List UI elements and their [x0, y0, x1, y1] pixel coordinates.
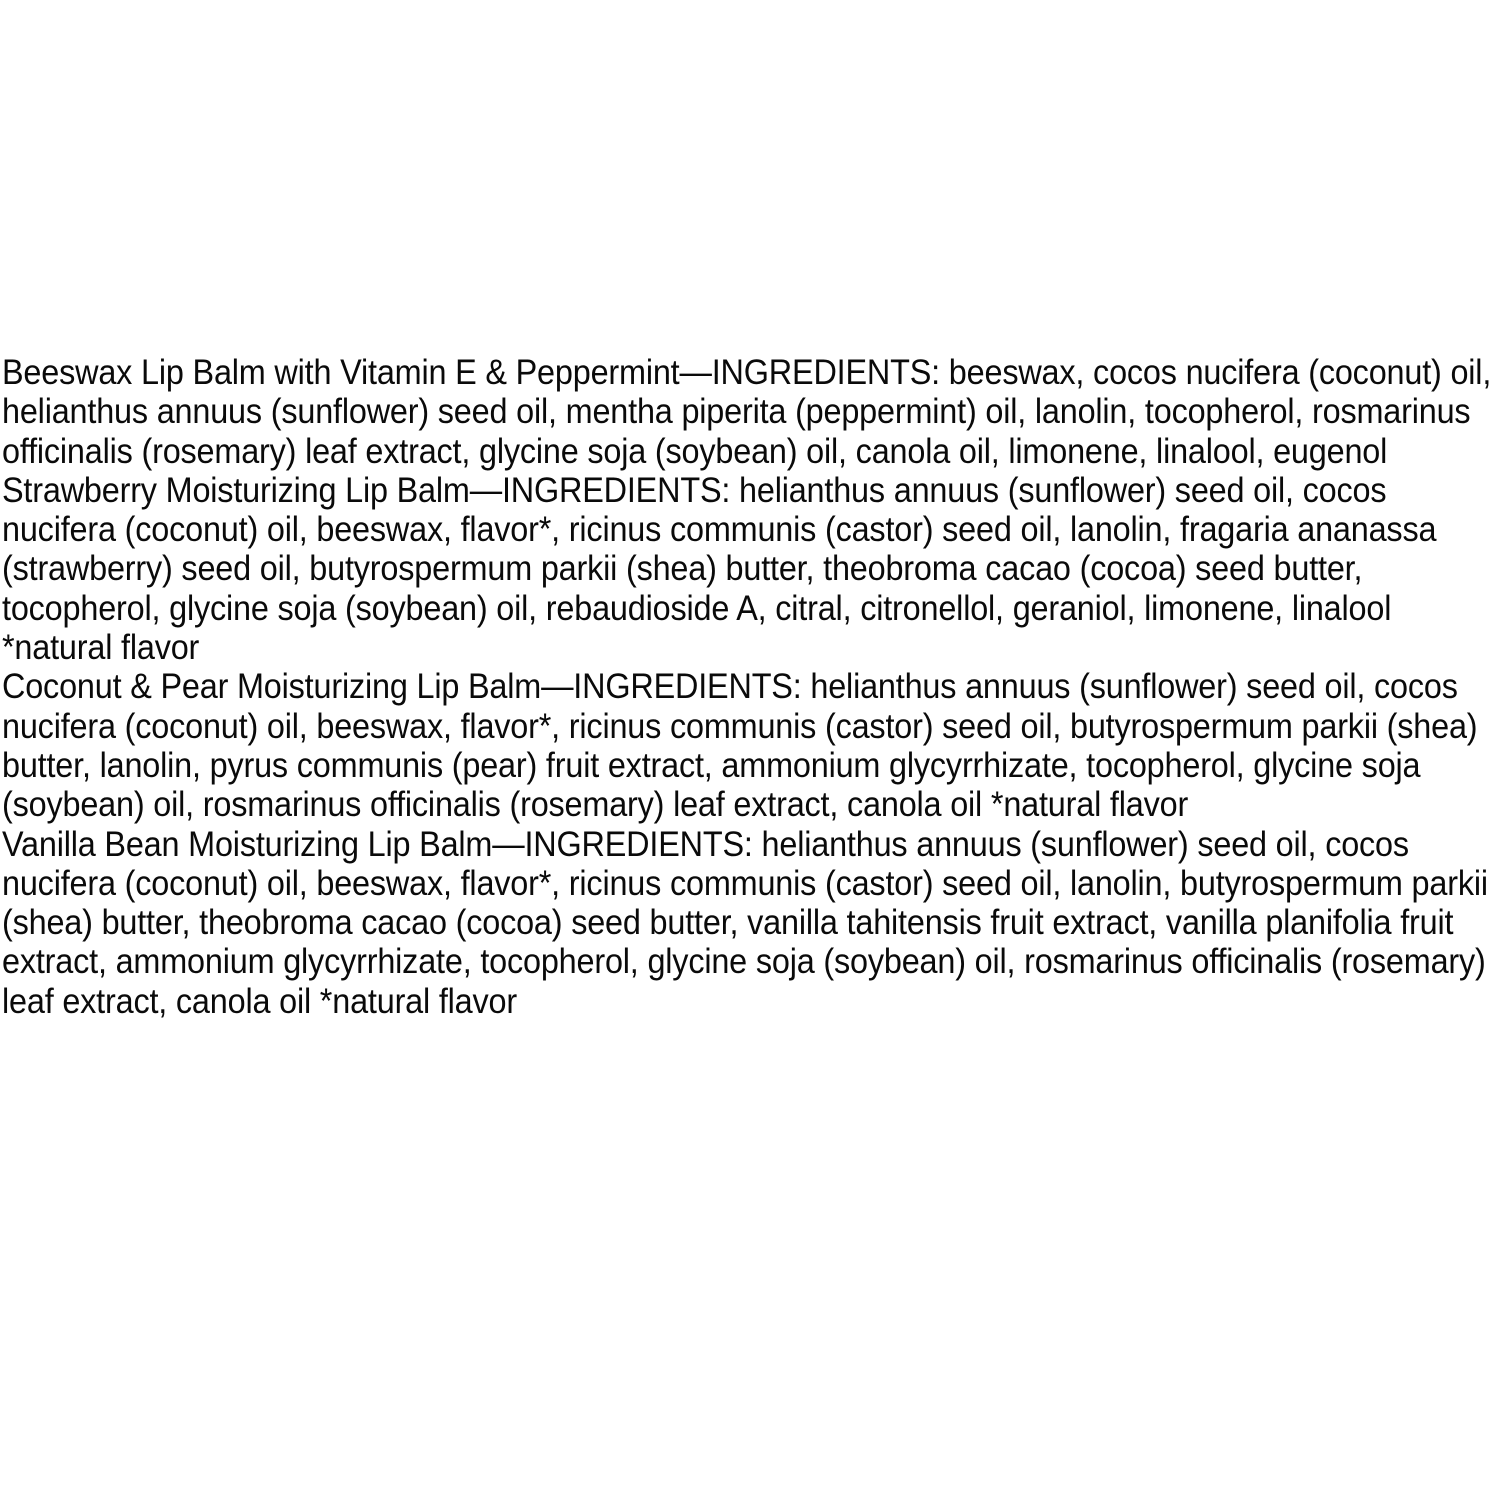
ingredients-list: beeswax, cocos nucifera (coconut) oil, helianthus annuus (sunflower) seed oil, mentha piperita (peppermint) oil, lanolin, tocopherol, rosmarinus officinalis (rosemary) leaf extract, glycine soja (soybean) oil, canola oil, limonene, linalool, eugenol [2, 353, 1492, 471]
ingredients-heading: —INGREDIENTS: [469, 470, 740, 510]
ingredients-list: helianthus annuus (sunflower) seed oil, cocos nucifera (coconut) oil, beeswax, flavor*, ricinus communis (castor) seed oil, lanolin, butyrospermum parkii (shea) butter, theobroma cacao (cocoa) seed butter, vanilla tahitensis fruit extract, vanilla planifolia fruit extract, ammonium glycyrrhizate, tocopherol, glycine soja (soybean) oil, rosmarinus officinalis (rosemary) leaf extract, canola oil *natural flavor [2, 824, 1488, 1021]
ingredients-heading: —INGREDIENTS: [541, 667, 811, 707]
product-paragraph-vanilla-bean [2, 825, 1500, 1021]
product-paragraph-coconut-pear [2, 667, 1500, 824]
ingredients-list: helianthus annuus (sunflower) seed oil, cocos nucifera (coconut) oil, beeswax, flavor*, ricinus communis (castor) seed oil, butyrospermum parkii (shea) butter, lanolin, pyrus communis (pear) fruit extract, ammonium glycyrrhizate, tocopherol, glycine soja (soybean) oil, rosmarinus officinalis (rosemary) leaf extract, canola oil *natural flavor [2, 667, 1478, 825]
product-paragraph-strawberry [2, 471, 1500, 667]
ingredients-heading: —INGREDIENTS: [492, 824, 762, 864]
product-name: Vanilla Bean Moisturizing Lip Balm [2, 824, 493, 864]
product-paragraph-beeswax [2, 353, 1500, 471]
product-name: Strawberry Moisturizing Lip Balm [2, 470, 470, 510]
ingredients-heading: —INGREDIENTS: [679, 353, 949, 392]
product-name: Coconut & Pear Moisturizing Lip Balm [2, 667, 542, 707]
ingredients-text [2, 353, 1500, 1021]
product-name: Beeswax Lip Balm with Vitamin E & Peppermint [2, 353, 680, 392]
ingredients-list: helianthus annuus (sunflower) seed oil, cocos nucifera (coconut) oil, beeswax, flavor*, ricinus communis (castor) seed oil, lanolin, fragaria ananassa (strawberry) seed oil, butyrospermum parkii (shea) butter, theobroma cacao (cocoa) seed butter, tocopherol, glycine soja (soybean) oil, rebaudioside A, citral, citronellol, geraniol, limonene, linalool *natural flavor [2, 470, 1437, 668]
